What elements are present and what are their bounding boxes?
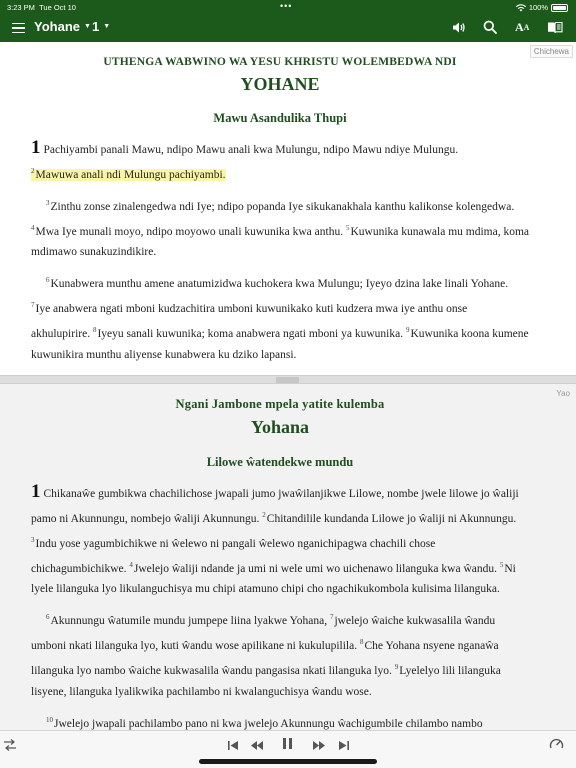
verse-number: 8: [92, 326, 97, 335]
verse-number: 7: [329, 613, 334, 622]
verse-text[interactable]: Kuwunika koona kumene kuwunikira munthu aliyense kunabwera ku dziko lapansi.: [31, 327, 529, 361]
verse-text[interactable]: Kuwunika kunawala mu mdima, koma mdimawo sunakuzindikire.: [31, 225, 529, 259]
verse-text[interactable]: Chitandilile kundanda Lilowe jo ŵaliji ni Akunnungu.: [266, 512, 517, 525]
verse-number: 8: [359, 638, 364, 647]
verse-number: 2: [31, 167, 35, 175]
secondary-text-pane[interactable]: [0, 384, 576, 730]
next-chapter-icon[interactable]: [338, 738, 350, 756]
book-title: YOHANE: [240, 74, 320, 94]
verse-number: 10: [46, 715, 53, 724]
chapter-number: 1: [92, 19, 100, 34]
verse-text[interactable]: Iyeyu sanali kuwunika; koma anabwera ngati mboni ya kuwunika.: [97, 327, 404, 340]
primary-language-label[interactable]: Chichewa: [530, 45, 573, 58]
verse-text[interactable]: Che Yohana nsyene nganaŵa lilanguka lyo nambo ŵaiche kukwasalila ŵandu pangasisa nkati lilanguka lyo.: [31, 640, 499, 677]
verse-number: 3: [46, 198, 50, 207]
paragraph: [31, 270, 529, 365]
verse-text[interactable]: Zinthu zonse zinalengedwa ndi Iye; ndipo popanda Iye sikukanakhala kanthu kalikonse kolengedwa.: [50, 200, 515, 213]
status-time: [7, 3, 76, 12]
book-selector-button[interactable]: [34, 19, 91, 34]
book-name: Yohane: [34, 19, 80, 34]
menu-icon[interactable]: [11, 20, 25, 36]
status-right: [516, 3, 568, 12]
wifi-icon: [516, 4, 526, 12]
primary-text-column: [31, 56, 529, 398]
chapter-number: 1: [31, 481, 41, 502]
font-size-icon[interactable]: A A: [515, 20, 530, 34]
verse-number: 6: [46, 276, 50, 285]
speaker-icon[interactable]: [452, 21, 466, 34]
verse-number: 4: [129, 560, 133, 569]
verse-text: Mawuwa anali ndi Mulungu pachiyambi.: [35, 168, 226, 181]
verse-text[interactable]: Kunabwera munthu amene anatumizidwa kuchokera kwa Mulungu; Iyeyo dzina lake linali Yohane.: [50, 278, 509, 291]
section-heading: Mawu Asandulika Thupi: [213, 111, 347, 125]
primary-text-pane[interactable]: [0, 42, 576, 375]
secondary-text-column: [31, 397, 529, 735]
status-bar: [0, 0, 576, 14]
verse-text[interactable]: Jwelejo jwapali pachilambo pano ni kwa jwelejo Akunnungu ŵachigumbile chilambo nambo: [54, 717, 483, 730]
chevron-down-icon: ▼: [103, 23, 111, 30]
highlighted-verse[interactable]: [31, 169, 226, 181]
pane-divider[interactable]: [0, 375, 576, 384]
verse-text[interactable]: Chikanaŵe gumbikwa chachilichose jwapali jumo jwaŵilanjikwe Lilowe, nombe jwele lilowe jo ŵaliji pamo ni Akunnungu, nombejo ŵaliji Akunnungu.: [31, 488, 519, 525]
paragraph: [31, 193, 529, 264]
verse-text[interactable]: Pachiyambi panali Mawu, ndipo Mawu anali kwa Mulungu, ndipo Mawu ndiye Mulungu.: [43, 144, 459, 156]
fast-forward-icon[interactable]: [312, 738, 326, 756]
verse-text[interactable]: Lyelelyo lili lilanguka lisyene, lilanguka lyalikwika pachilambo ni kwalanguchisya ŵandu wose.: [31, 664, 501, 698]
verse-text[interactable]: Iye anabwera ngati mboni kudzachitira umboni kuwunikako kuti kudzera mwa iye anthu onse akhulupirire.: [31, 303, 468, 340]
verse-number: 5: [499, 560, 504, 569]
status-time-text: 3:23 PM: [7, 3, 35, 12]
divider-drag-handle[interactable]: [276, 377, 299, 383]
book-heading-line: UTHENGA WABWINO WA YESU KHRISTU WOLEMBEDWA NDI: [103, 56, 457, 68]
reading-plan-icon[interactable]: [3, 738, 17, 756]
paragraph: [31, 607, 529, 702]
status-date: Tue Oct 10: [39, 3, 76, 12]
verse-text[interactable]: jwelejo ŵaiche kukwasalila ŵandu umboni nkati lilanguka lyo, kuti ŵandu wose apilikane ni kukulupilila.: [31, 615, 496, 653]
verse-text[interactable]: Indu yose yagumbichikwe ni ŵelewo ni pangali ŵelewo nganichipagwa chachili chose chichagumbichikwe.: [31, 537, 436, 575]
verse-number: 4: [31, 223, 35, 232]
verse-number: 9: [394, 663, 399, 672]
home-indicator[interactable]: [199, 759, 377, 764]
verse-text[interactable]: Akunnungu ŵatumile mundu jumpepe liina lyakwe Yohana,: [50, 615, 328, 628]
chapter-number: 1: [31, 137, 41, 158]
verse-number: 9: [405, 326, 410, 335]
multitasking-dots-icon[interactable]: •••: [280, 1, 293, 11]
paragraph: [31, 481, 529, 600]
secondary-language-label[interactable]: Yao: [556, 389, 570, 398]
verse-number: 3: [31, 535, 35, 544]
section-heading: Lilowe ŵatendekwe mundu: [206, 455, 354, 469]
verse-number: 7: [31, 301, 35, 310]
chevron-down-icon: ▼: [84, 23, 91, 30]
search-icon[interactable]: [483, 20, 497, 34]
chapter-selector-button[interactable]: [92, 19, 110, 34]
verse-text[interactable]: Mwa Iye munali moyo, ndipo moyowo unali kuwunika kwa anthu.: [35, 225, 344, 238]
battery-icon: [551, 4, 568, 12]
parallel-book-icon[interactable]: [547, 21, 563, 34]
verse-number: 6: [46, 613, 50, 622]
playback-speed-icon[interactable]: [549, 737, 564, 755]
verse-number: 2: [262, 511, 266, 519]
navigation-bar: [0, 14, 576, 42]
previous-chapter-icon[interactable]: [227, 738, 239, 756]
verse-number: 5: [345, 223, 350, 232]
battery-percent: 100%: [528, 3, 548, 12]
rewind-icon[interactable]: [250, 738, 264, 756]
verse-text[interactable]: Jwelejo ŵaliji ndande ja umi ni wele umi wo uichenawo lilanguka kwa ŵandu.: [133, 562, 497, 575]
book-heading-line: Ngani Jambone mpela yatite kulemba: [175, 397, 385, 411]
paragraph: [31, 137, 529, 186]
pause-icon[interactable]: [282, 737, 293, 755]
verse-text[interactable]: Ni lyele lilanguka lyo likulanguchisya mu chipi atamuno chipi cho ngachikukombola kulisima lilanguka.: [31, 562, 516, 596]
book-title: Yohana: [250, 417, 310, 437]
